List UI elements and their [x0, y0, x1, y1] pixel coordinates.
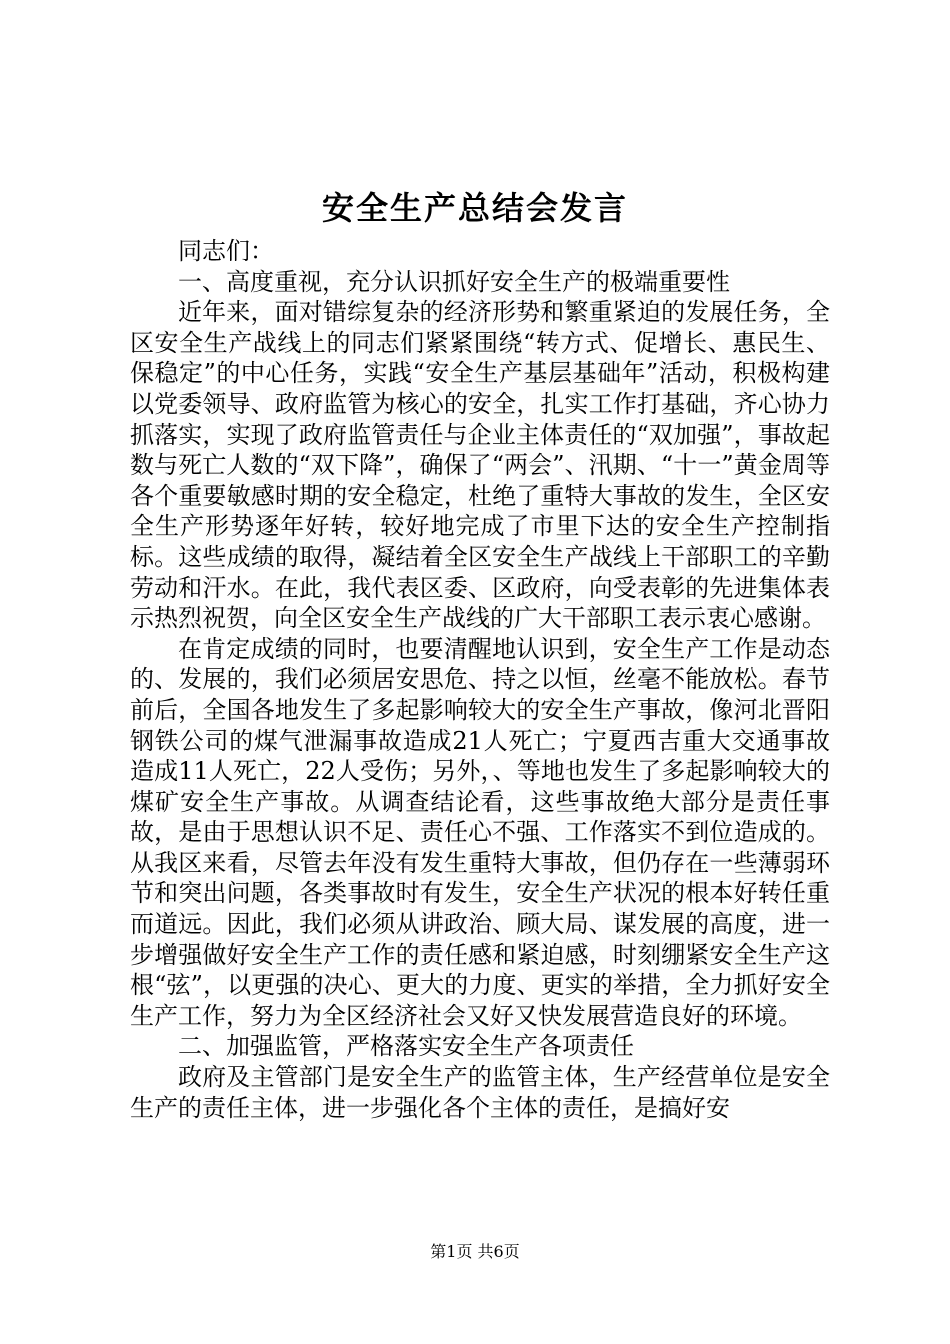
section-heading-2: 二、加强监管，严格落实安全生产各项责任 — [178, 1032, 634, 1061]
body-paragraph: 政府及主管部门是安全生产的监管主体，生产经营单位是安全生产的责任主体，进一步强化各个主体的责任，是搞好安 — [130, 1063, 830, 1122]
section-heading-1: 一、高度重视，充分认识抓好安全生产的极端重要性 — [178, 267, 730, 296]
document-title: 安全生产总结会发言 — [321, 189, 628, 227]
body-paragraph: 在肯定成绩的同时，也要清醒地认识到，安全生产工作是动态的、发展的，我们必须居安思危、持之以恒，丝毫不能放松。春节前后，全国各地发生了多起影响较大的安全生产事故，像河北晋阳钢铁公司的煤气泄漏事故造成21人死亡；宁夏西吉重大交通事故造成11人死亡，22人受伤；另外，、等地也发生了多起影响较大的煤矿安全生产事故。从调查结论看，这些事故绝大部分是责任事故，是由于思想认识不足、责任心不强、工作落实不到位造成的。从我区来看，尽管去年没有发生重特大事故，但仍存在一些薄弱环节和突出问题，各类事故时有发生，安全生产状况的根本好转任重而道远。因此，我们必须从讲政治、顾大局、谋发展的高度，进一步增强做好安全生产工作的责任感和紧迫感，时刻绷紧安全生产这根“弦”，以更强的决心、更大的力度、更实的举措，全力抓好安全生产工作，努力为全区经济社会又好又快发展营造良好的环境。 — [130, 634, 830, 1030]
salutation: 同志们： — [178, 237, 274, 265]
page-number-footer: 第1页 共6页 — [430, 1242, 520, 1261]
body-paragraph: 近年来，面对错综复杂的经济形势和繁重紧迫的发展任务，全区安全生产战线上的同志们紧紧围绕“转方式、促增长、惠民生、保稳定”的中心任务，实践“安全生产基层基础年”活动，积极构建以党委领导、政府监管为核心的安全，扎实工作打基础，齐心协力抓落实，实现了政府监管责任与企业主体责任的“双加强”，事故起数与死亡人数的“双下降”，确保了“两会”、汛期、“十一”黄金周等各个重要敏感时期的安全稳定，杜绝了重特大事故的发生，全区安全生产形势逐年好转，较好地完成了市里下达的安全生产控制指标。这些成绩的取得，凝结着全区安全生产战线上干部职工的辛勤劳动和汗水。在此，我代表区委、区政府，向受表彰的先进集体表示热烈祝贺，向全区安全生产战线的广大干部职工表示衷心感谢。 — [130, 298, 830, 633]
document-body — [130, 236, 830, 1123]
